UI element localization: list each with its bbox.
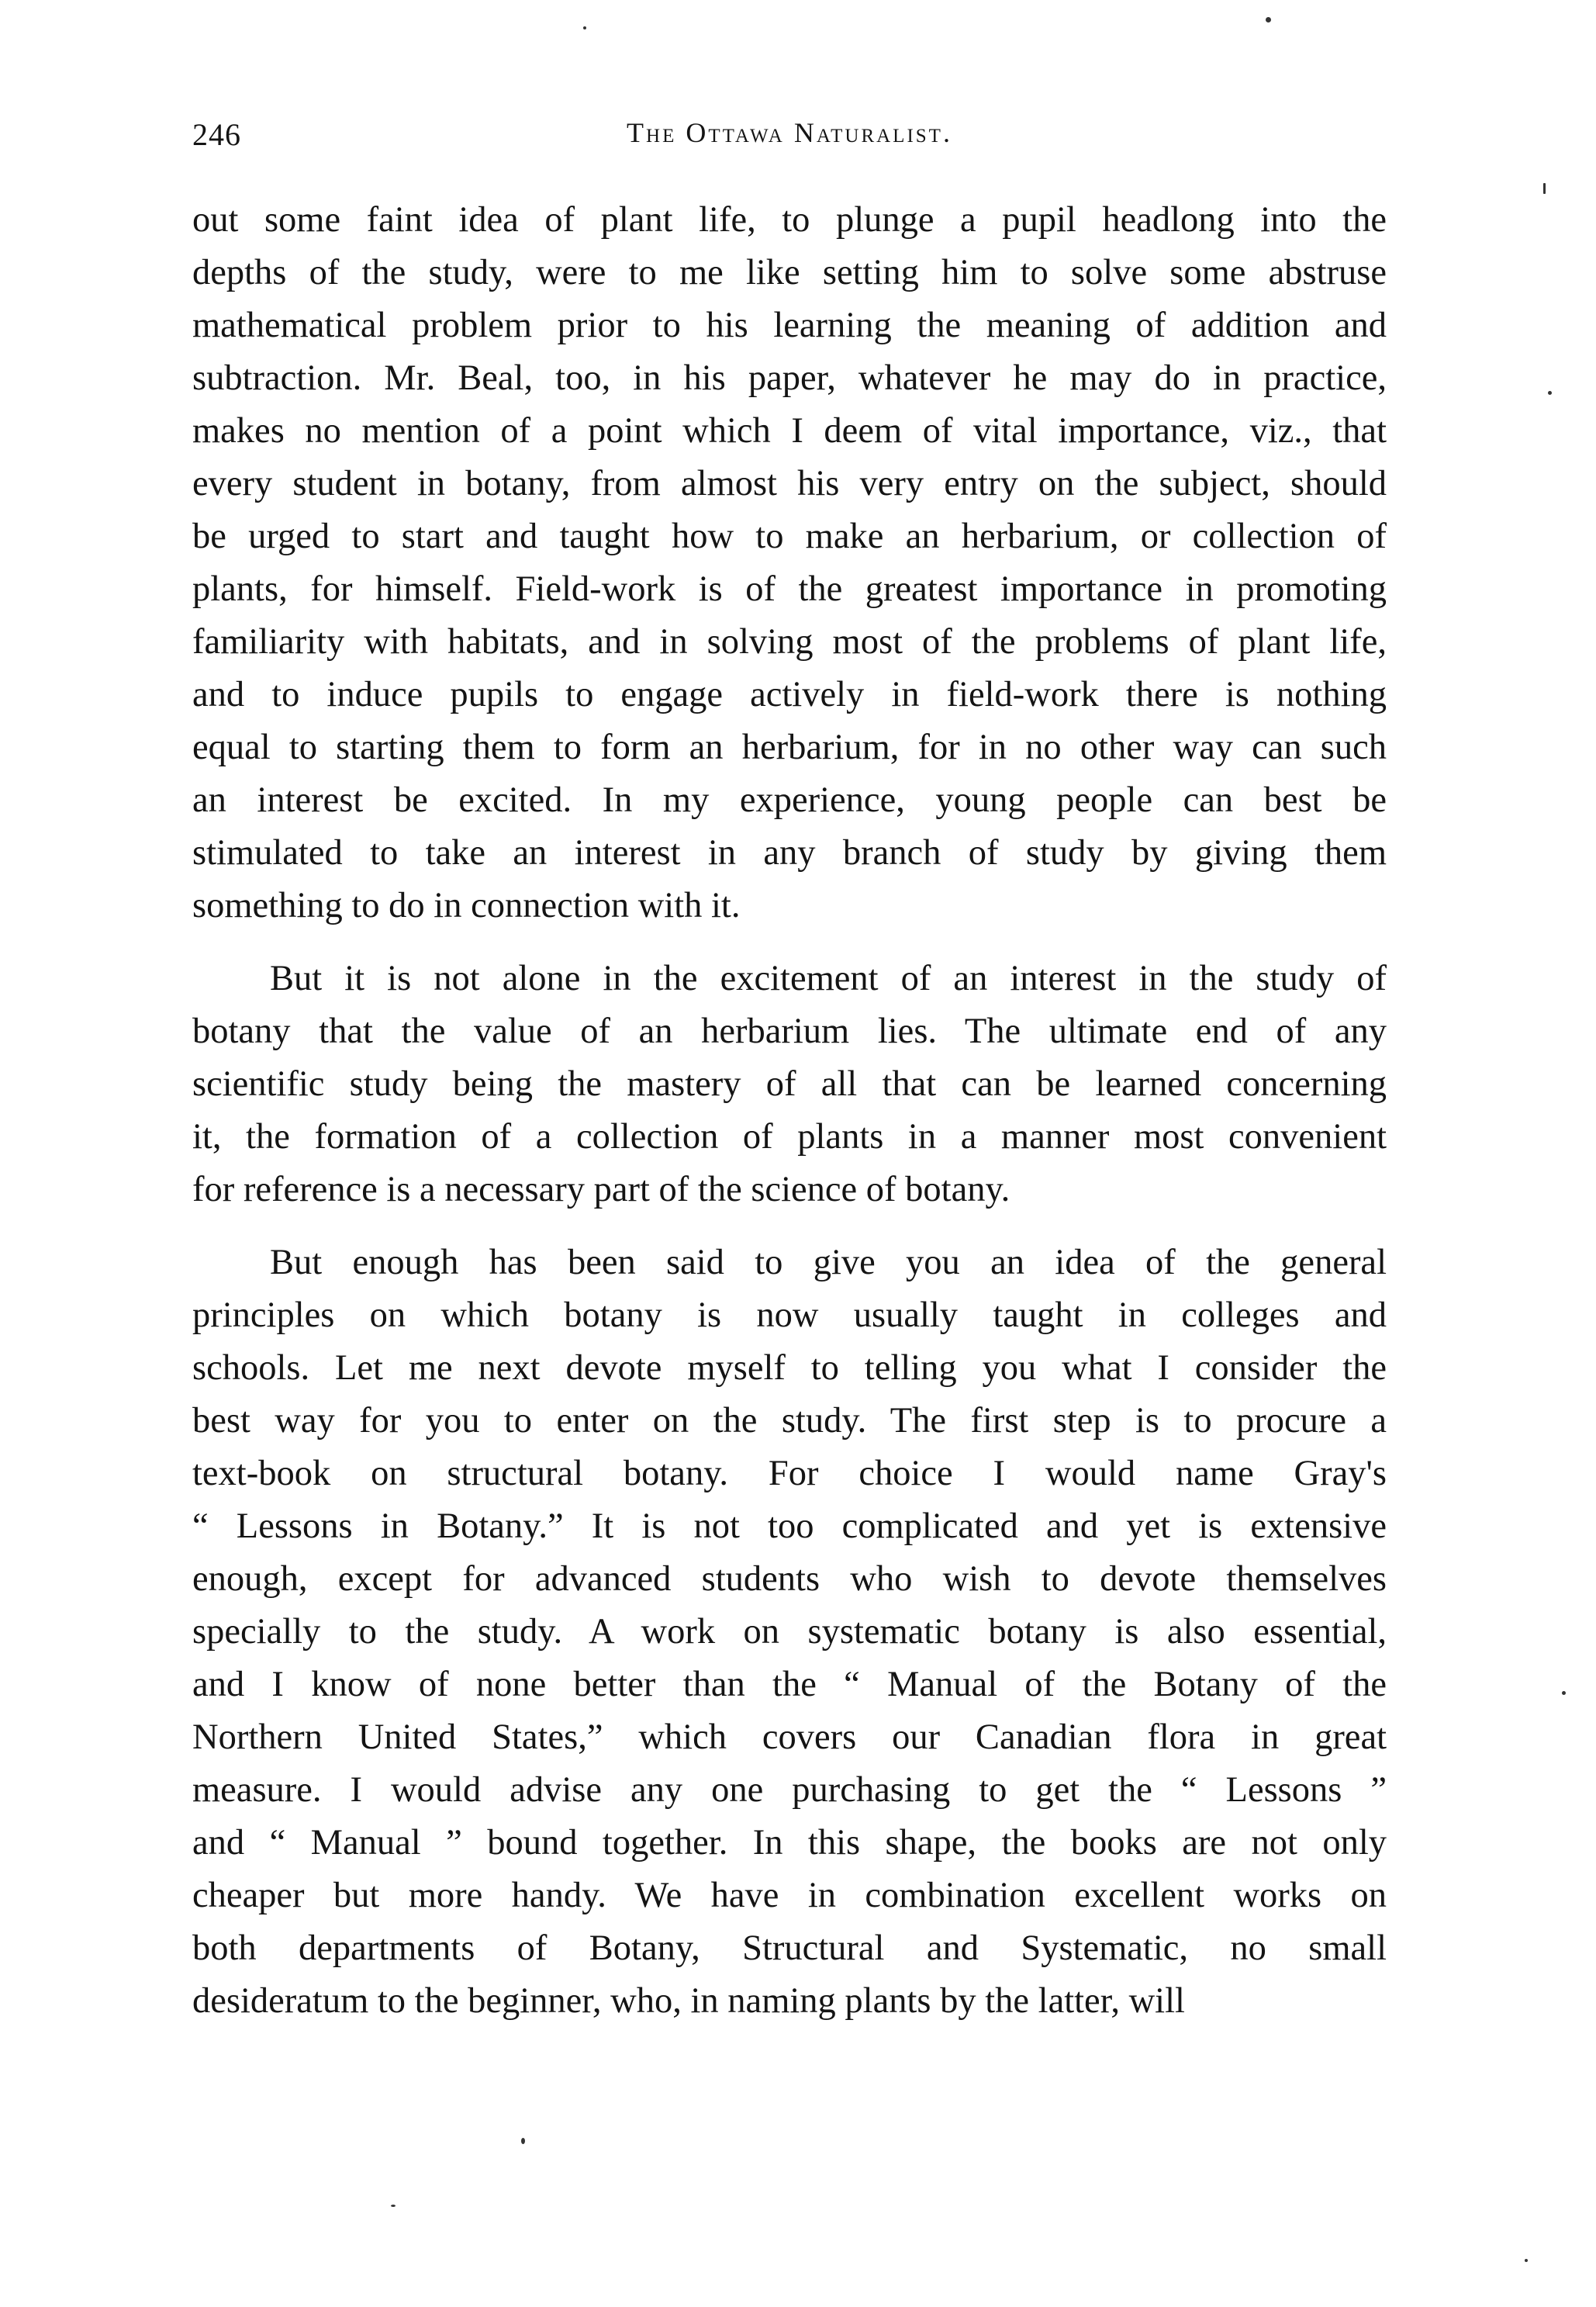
text-line: scientific study being the mastery of all that can be learned concerning [192, 1064, 1387, 1104]
text-line: be urged to start and taught how to make an herbarium, or collection of [192, 517, 1387, 556]
text-line: both departments of Botany, Structural and Systematic, no small [192, 1928, 1387, 1968]
text-line: But enough has been said to give you an idea of the general [270, 1243, 1387, 1282]
text-line: cheaper but more handy. We have in combination excellent works on [192, 1876, 1387, 1915]
text-line: an interest be excited. In my experience, young people can best be [192, 780, 1387, 820]
scan-speck [1543, 183, 1546, 194]
text-line: plants, for himself. Field-work is of the greatest importance in promoting [192, 569, 1387, 609]
text-line: for reference is a necessary part of the science of botany. [192, 1170, 1010, 1209]
text-line: enough, except for advanced students who wish to devote themselves [192, 1559, 1387, 1599]
text-line: measure. I would advise any one purchasing to get the “ Lessons ” [192, 1770, 1387, 1810]
text-line: and I know of none better than the “ Manual of the Botany of the [192, 1665, 1387, 1704]
text-line: subtraction. Mr. Beal, too, in his paper, whatever he may do in practice, [192, 358, 1387, 398]
text-line: text-book on structural botany. For choice I would name Gray's [192, 1454, 1387, 1493]
running-title: The Ottawa Naturalist. [627, 117, 952, 148]
text-line: botany that the value of an herbarium lies. The ultimate end of any [192, 1012, 1387, 1051]
text-line: it, the formation of a collection of plants in a manner most convenient [192, 1117, 1387, 1157]
scan-speck [1525, 2259, 1528, 2262]
text-line: equal to starting them to form an herbarium, for in no other way can such [192, 728, 1387, 767]
text-line: every student in botany, from almost his very entry on the subject, should [192, 464, 1387, 503]
paragraph [192, 953, 1387, 1216]
text-line: and to induce pupils to engage actively in field-work there is nothing [192, 675, 1387, 714]
scan-speck [583, 26, 586, 29]
text-line: something to do in connection with it. [192, 886, 741, 925]
text-line: and “ Manual ” bound together. In this shape, the books are not only [192, 1823, 1387, 1863]
text-line: makes no mention of a point which I deem of vital importance, viz., that [192, 411, 1387, 451]
text-line: principles on which botany is now usually taught in colleges and [192, 1295, 1387, 1335]
text-line: “ Lessons in Botany.” It is not too complicated and yet is extensive [192, 1506, 1387, 1546]
paragraph [192, 1237, 1387, 2028]
text-line: familiarity with habitats, and in solving most of the problems of plant life, [192, 622, 1387, 662]
text-line: desideratum to the beginner, who, in naming plants by the latter, will [192, 1981, 1185, 2021]
text-line: depths of the study, were to me like setting him to solve some abstruse [192, 253, 1387, 292]
text-line: Northern United States,” which covers our Canadian flora in great [192, 1717, 1387, 1757]
page-header [192, 116, 1387, 163]
text-line: But it is not alone in the excitement of an interest in the study of [270, 959, 1387, 998]
text-line: mathematical problem prior to his learning the meaning of addition and [192, 306, 1387, 345]
scan-speck [391, 2205, 396, 2207]
text-line: out some faint idea of plant life, to plunge a pupil headlong into the [192, 200, 1387, 240]
text-line: best way for you to enter on the study. The first step is to procure a [192, 1401, 1387, 1441]
paragraph [192, 194, 1387, 932]
page-number: 246 [192, 117, 241, 152]
text-line: specially to the study. A work on systematic botany is also essential, [192, 1612, 1387, 1652]
scan-speck [1548, 391, 1552, 395]
scan-speck [1562, 1691, 1566, 1695]
scan-speck [1266, 17, 1271, 22]
scan-speck [521, 2138, 525, 2144]
text-line: stimulated to take an interest in any branch of study by giving them [192, 833, 1387, 873]
body-text [192, 194, 1387, 2048]
text-line: schools. Let me next devote myself to telling you what I consider the [192, 1348, 1387, 1388]
